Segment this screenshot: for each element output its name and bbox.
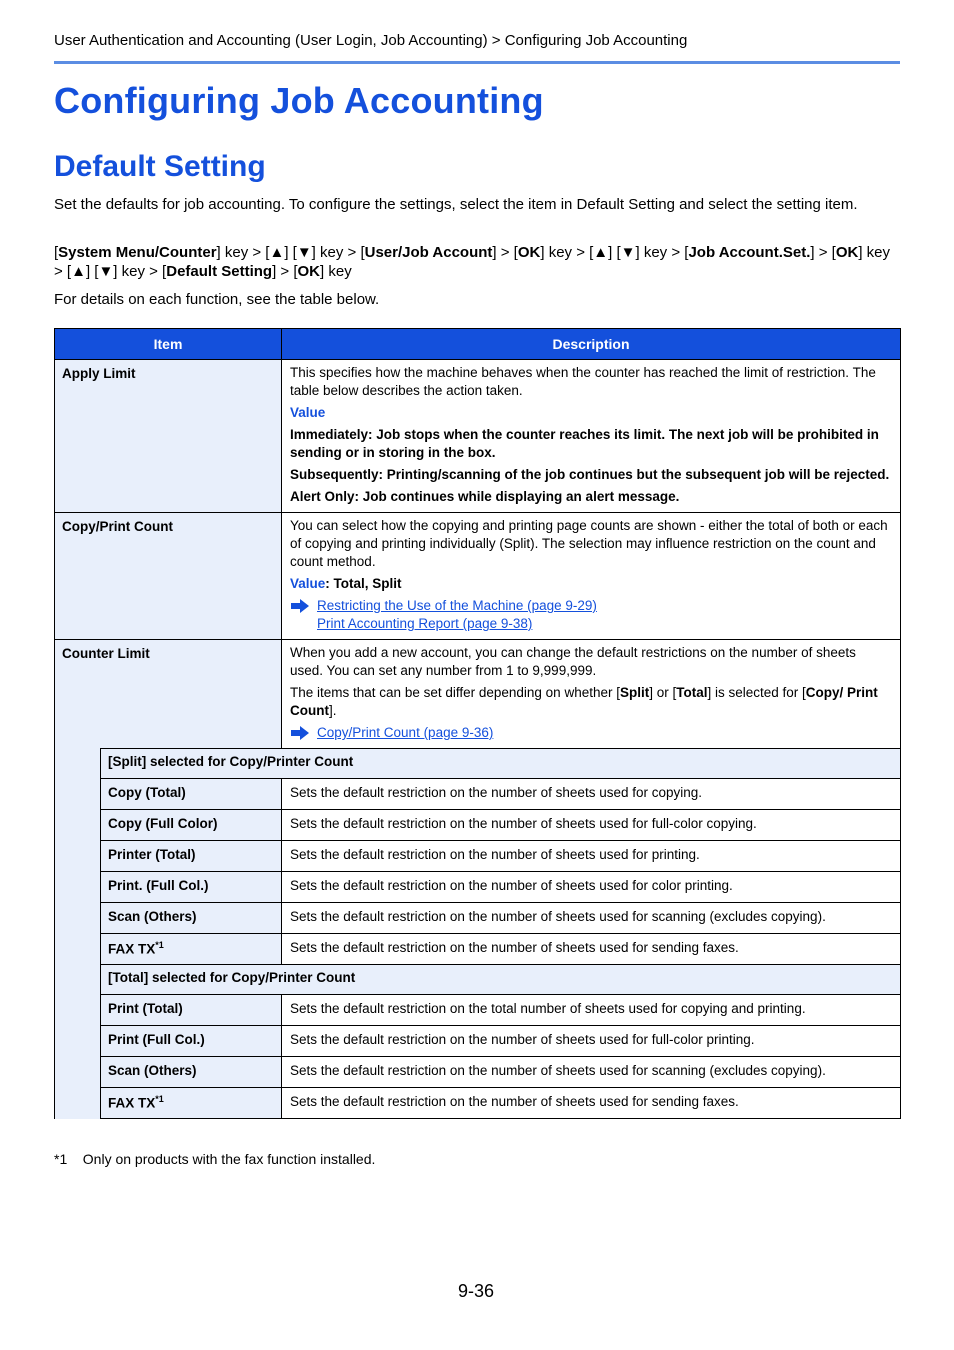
table-row	[55, 841, 901, 872]
row-desc: Sets the default restriction on the total number of sheets used for copying and printing.	[282, 995, 901, 1026]
table-row	[55, 934, 901, 965]
link-copy-print-count[interactable]: Copy/Print Count (page 9-36)	[317, 725, 494, 740]
key-user-job-account: User/Job Account	[364, 244, 493, 261]
table-row	[55, 779, 901, 810]
row-item: Printer (Total)	[101, 841, 282, 872]
header-description: Description	[282, 329, 901, 360]
section-title: Default Setting	[54, 150, 266, 183]
arrow-right-icon	[290, 599, 310, 613]
desc-text: When you add a new account, you can change the default restrictions on the number of sheets used. You can set any number from 1 to 9,999,999.	[290, 645, 856, 678]
reference	[290, 597, 892, 633]
table-subheader	[55, 749, 901, 779]
intro-text: Set the defaults for job accounting. To configure the settings, select the item in Default Setting and select the setting item.	[54, 196, 858, 213]
table-row	[55, 1057, 901, 1088]
table-row	[55, 640, 901, 749]
key-system-menu: System Menu/Counter	[58, 244, 217, 261]
page-number: 9-36	[458, 1281, 495, 1301]
indent-spacer	[55, 749, 101, 1119]
arrow-right-icon	[290, 726, 310, 740]
item-text: FAX TX	[108, 941, 156, 957]
desc-apply-limit	[282, 360, 901, 513]
row-item: Print. (Full Col.)	[101, 872, 282, 903]
value-label: Value	[290, 405, 326, 420]
footnote: *1 Only on products with the fax function installed.	[54, 1151, 376, 1167]
desc-text: This specifies how the machine behaves when the counter has reached the limit of restriction. The table below describes the action taken.	[290, 365, 876, 398]
page-title: Configuring Job Accounting	[54, 80, 544, 121]
footnote-ref: *1	[155, 940, 164, 950]
row-item: Scan (Others)	[101, 1057, 282, 1088]
row-desc: Sets the default restriction on the number of sheets used for sending faxes.	[282, 934, 901, 965]
total-header: [Total] selected for Copy/Printer Count	[101, 965, 901, 995]
table-row	[55, 903, 901, 934]
split-header: [Split] selected for Copy/Printer Count	[101, 749, 901, 779]
row-desc: Sets the default restriction on the number of sheets used for sending faxes.	[282, 1088, 901, 1119]
text-fragment: ].	[329, 703, 337, 718]
text-fragment: Split	[619, 685, 650, 700]
key-sep: ] key	[320, 263, 352, 280]
text-fragment: ] or [	[649, 685, 677, 700]
item-text: FAX TX	[108, 1095, 156, 1111]
table-subheader	[55, 965, 901, 995]
settings-table	[54, 328, 901, 1119]
row-desc: Sets the default restriction on the number of sheets used for scanning (excludes copying).	[282, 1057, 901, 1088]
value-label: Value	[290, 576, 326, 591]
table-row	[55, 513, 901, 640]
value-option: Alert Only: Job continues while displaying an alert message.	[290, 489, 680, 504]
key-default-setting: Default Setting	[166, 263, 273, 280]
text-fragment: Total	[676, 685, 708, 700]
key-ok: OK	[835, 244, 859, 261]
row-desc: Sets the default restriction on the number of sheets used for full-color printing.	[282, 1026, 901, 1057]
reference	[290, 724, 892, 742]
table-row	[55, 360, 901, 513]
value-text: : Total, Split	[325, 576, 402, 591]
table-row	[55, 872, 901, 903]
key-sep: ] key > [▲] [▼] key > [	[54, 244, 891, 280]
key-sep: ] > [	[492, 244, 518, 261]
desc-copy-print-count	[282, 513, 901, 640]
key-path: [System Menu/Counter] key > [▲] [▼] key > [User/Job Account] > [OK] key > [▲] [▼] key > [Job Account.Set.] > [OK] key > [▲] [▼] key > [Default Setting] > [OK] key	[54, 244, 891, 280]
key-ok: OK	[297, 263, 321, 280]
table-row	[55, 995, 901, 1026]
key-sep: ] key > [▲] [▼] key > [	[540, 244, 689, 261]
row-desc: Sets the default restriction on the number of sheets used for full-color copying.	[282, 810, 901, 841]
desc-text: You can select how the copying and printing page counts are shown - either the total of both or each of copying and printing individually (Split). The selection may influence restriction on the count and count method.	[290, 518, 888, 569]
row-desc: Sets the default restriction on the number of sheets used for color printing.	[282, 872, 901, 903]
link-print-accounting-report[interactable]: Print Accounting Report (page 9-38)	[317, 616, 533, 631]
row-item: Print (Total)	[101, 995, 282, 1026]
value-option: Immediately: Job stops when the counter reaches its limit. The next job will be prohibited in sending or in storing in the box.	[290, 427, 879, 460]
key-job-account-set: Job Account.Set.	[688, 244, 811, 261]
key-sep: ] > [	[272, 263, 298, 280]
table-row	[55, 810, 901, 841]
row-desc: Sets the default restriction on the number of sheets used for copying.	[282, 779, 901, 810]
row-item	[101, 934, 282, 965]
link-restricting-use[interactable]: Restricting the Use of the Machine (page 9-29)	[317, 598, 597, 613]
details-text: For details on each function, see the table below.	[54, 291, 380, 308]
key-ok: OK	[517, 244, 541, 261]
key-sep: ] > [	[810, 244, 836, 261]
row-item: Print (Full Col.)	[101, 1026, 282, 1057]
item-counter-limit: Counter Limit	[55, 640, 282, 749]
text-fragment: The items that can be set differ depending on whether [	[290, 685, 620, 700]
desc-text	[290, 684, 892, 720]
row-desc: Sets the default restriction on the number of sheets used for printing.	[282, 841, 901, 872]
row-item: Copy (Total)	[101, 779, 282, 810]
breadcrumb: User Authentication and Accounting (User Login, Job Accounting) > Configuring Job Accounting	[54, 32, 688, 49]
row-item: Scan (Others)	[101, 903, 282, 934]
header-item: Item	[55, 329, 282, 360]
table-row	[55, 1026, 901, 1057]
desc-counter-limit	[282, 640, 901, 749]
item-apply-limit: Apply Limit	[55, 360, 282, 513]
text-fragment: Copy/ Print Count	[290, 685, 878, 718]
footnote-ref: *1	[155, 1094, 164, 1104]
row-item	[101, 1088, 282, 1119]
table-row	[55, 1088, 901, 1119]
text-fragment: ] is selected for [	[707, 685, 806, 700]
value-option: Subsequently: Printing/scanning of the job continues but the subsequent job will be rejected.	[290, 467, 890, 482]
row-desc: Sets the default restriction on the number of sheets used for scanning (excludes copying).	[282, 903, 901, 934]
header-rule	[54, 61, 900, 64]
key-sep: ] key > [▲] [▼] key > [	[216, 244, 365, 261]
item-copy-print-count: Copy/Print Count	[55, 513, 282, 640]
row-item: Copy (Full Color)	[101, 810, 282, 841]
